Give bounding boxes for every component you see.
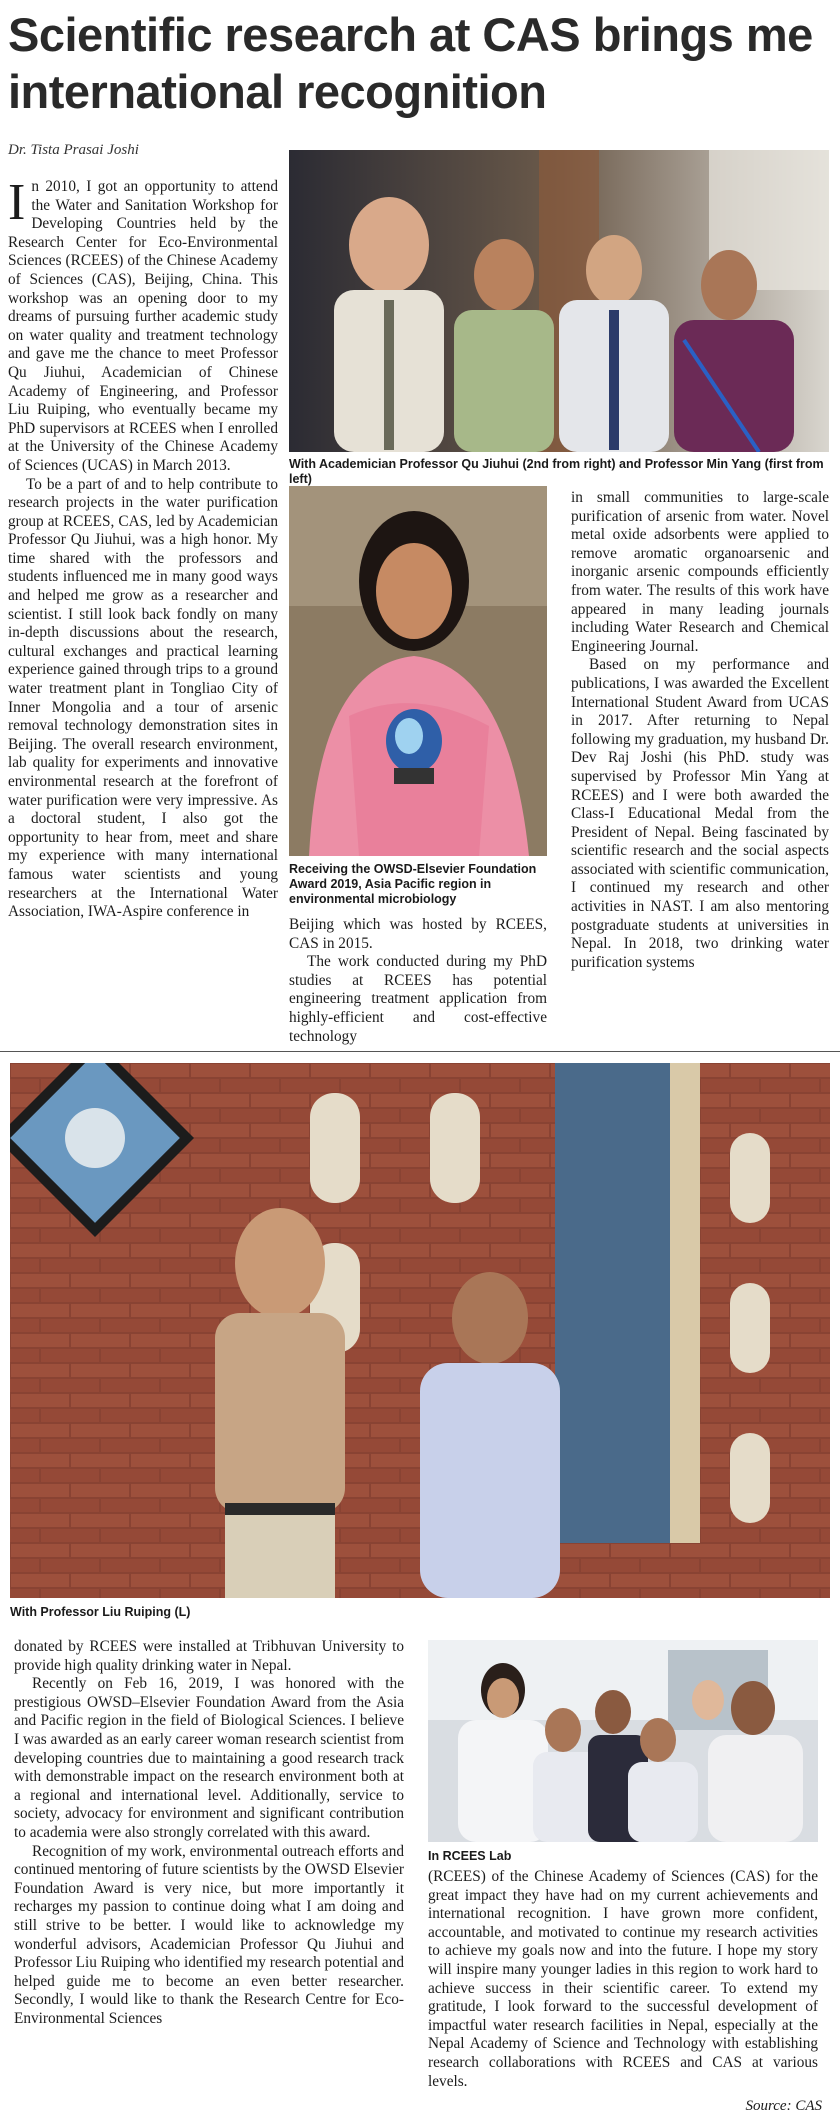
photo3-caption: With Professor Liu Ruiping (L): [10, 1605, 191, 1619]
paragraph: The work conducted during my PhD studies at RCEES has potential engineering treatment application from highly-efficient and cost-effective technology: [289, 953, 547, 1045]
column-bottom-left: [14, 1638, 404, 2028]
column-bottom-right: [428, 1868, 818, 2091]
group-photo-illustration: [289, 150, 829, 452]
column-1: [8, 174, 278, 922]
section-divider: [0, 1051, 840, 1052]
column-2: [289, 916, 547, 1046]
author-byline: Dr. Tista Prasai Joshi: [8, 142, 139, 158]
paragraph: in small communities to large-scale purification of arsenic from water. Novel metal oxide adsorbents were applied to remove aromatic organoarsenic and inorganic arsenic compounds efficiently from water. The results of this work have appeared in many leading journals including Water Research and Chemical Engineering Journal.: [571, 489, 829, 655]
paragraph: Based on my performance and publications, I was awarded the Excellent International Student Award from UCAS in 2017. After returning to Nepal following my graduation, my husband Dr. Dev Raj Joshi (his PhD. study was supervised by Professor Min Yang at RCEES) and I were both awarded the Class-I Educational Medal from the President of Nepal. Being fascinated by scientific research and the social aspects associated with scientific communication, I continued my research and other activities in NAST. I am also mentoring postgraduate students at universities in Nepal. In 2018, two drinking water purification systems: [571, 656, 829, 971]
column-3: [571, 489, 829, 972]
photo-with-professor-liu: [10, 1063, 830, 1598]
paragraph: Recently on Feb 16, 2019, I was honored with the prestigious OWSD–Elsevier Foundation Award from the Asia and Pacific region in the field of Biological Sciences. I believe I was awarded as an early career woman research scientist from developing countries due to maintaining a good research track with demonstrable impact on the research environment both at a regional and international level. Additionally, service to society, advocacy for environment and significant contribution to academia were also strongly correlated with this award.: [14, 1675, 404, 1841]
paragraph: (RCEES) of the Chinese Academy of Sciences (CAS) for the great impact they have had on my current achievements and international recognition. I have grown more confident, accountable, and motivated to continue my research activities to achieve my goals now and into the future. I hope my story will inspire many younger ladies in this region to work hard to achieve success in their scientific career. To extend my gratitude, I look forward to the successful development of impactful water research facilities in Nepal, especially at the Nepal Academy of Science and Technology with establishing research collaborations with RCEES and CAS at various levels.: [428, 1868, 818, 2090]
liu-photo-illustration: [10, 1063, 830, 1598]
article-title: Scientific research at CAS brings me international recognition: [8, 8, 813, 118]
photo4-caption: In RCEES Lab: [428, 1849, 512, 1863]
drop-cap: I: [8, 174, 26, 231]
photo1-caption: With Academician Professor Qu Jiuhui (2nd from right) and Professor Min Yang (first from left): [289, 457, 824, 486]
paragraph: Beijing which was hosted by RCEES, CAS in 2015.: [289, 916, 547, 952]
lab-photo-illustration: [428, 1640, 818, 1842]
photo-award-portrait: [289, 486, 547, 856]
photo2-caption: Receiving the OWSD-Elsevier Foundation Award 2019, Asia Pacific region in environmental microbiology: [289, 862, 537, 906]
paragraph: To be a part of and to help contribute to research projects in the water purification group at RCEES, CAS, led by Academician Professor Qu Jiuhui, was a high honor. My time shared with the professors and students influenced me in many good ways and helped me grow as a researcher and scientist. I still look back fondly on many in-depth discussions about the research, cultural exchanges and practical learning experience gained through trips to a ground water treatment plant in Tongliao City of Inner Mongolia and a tour of arsenic removal technology demonstration sites in Beijing. The overall research environment, lab quality for experiments and innovative environmental research at the forefront of water purification were very impressive. As a doctoral student, I also got the opportunity to hear from, meet and share my experience with many international famous water scientists and young researchers at the International Water Association, IWA-Aspire conference in: [8, 475, 278, 921]
photo-group-with-professors: [289, 150, 829, 452]
paragraph: Recognition of my work, environmental outreach efforts and continued mentoring of future scientists by the OWSD Elsevier Foundation Award is very nice, but more importantly it recharges my passion to continue doing what I am doing and still strive to be better. I would like to acknowledge my wonderful advisors, Academician Professor Qu Jiuhui and Professor Liu Ruiping who identified my research potential and helped guide me to become an even better researcher. Secondly, I would like to thank the Research Centre for Eco-Environmental Sciences: [14, 1842, 404, 2027]
award-photo-illustration: [289, 486, 547, 856]
source-credit: Source: CAS: [745, 2098, 822, 2114]
paragraph: In 2010, I got an opportunity to attend the Water and Sanitation Workshop for Developing Countries held by the Research Center for Eco-Environmental Sciences (RCEES) of the Chinese Academy of Sciences (CAS), Beijing, China. This workshop was an opening door to my dreams of pursuing further academic study on water quality and treatment technology and gave me the chance to meet Professor Qu Jiuhui, Academician of Chinese Academy of Engineering, and Professor Liu Ruiping, who eventually became my PhD supervisors at RCEES when I enrolled at the University of the Chinese Academy of Sciences (UCAS) in March 2013.: [8, 174, 278, 474]
photo-rcees-lab: [428, 1640, 818, 1842]
paragraph: donated by RCEES were installed at Tribhuvan University to provide high quality drinking water in Nepal.: [14, 1638, 404, 1674]
